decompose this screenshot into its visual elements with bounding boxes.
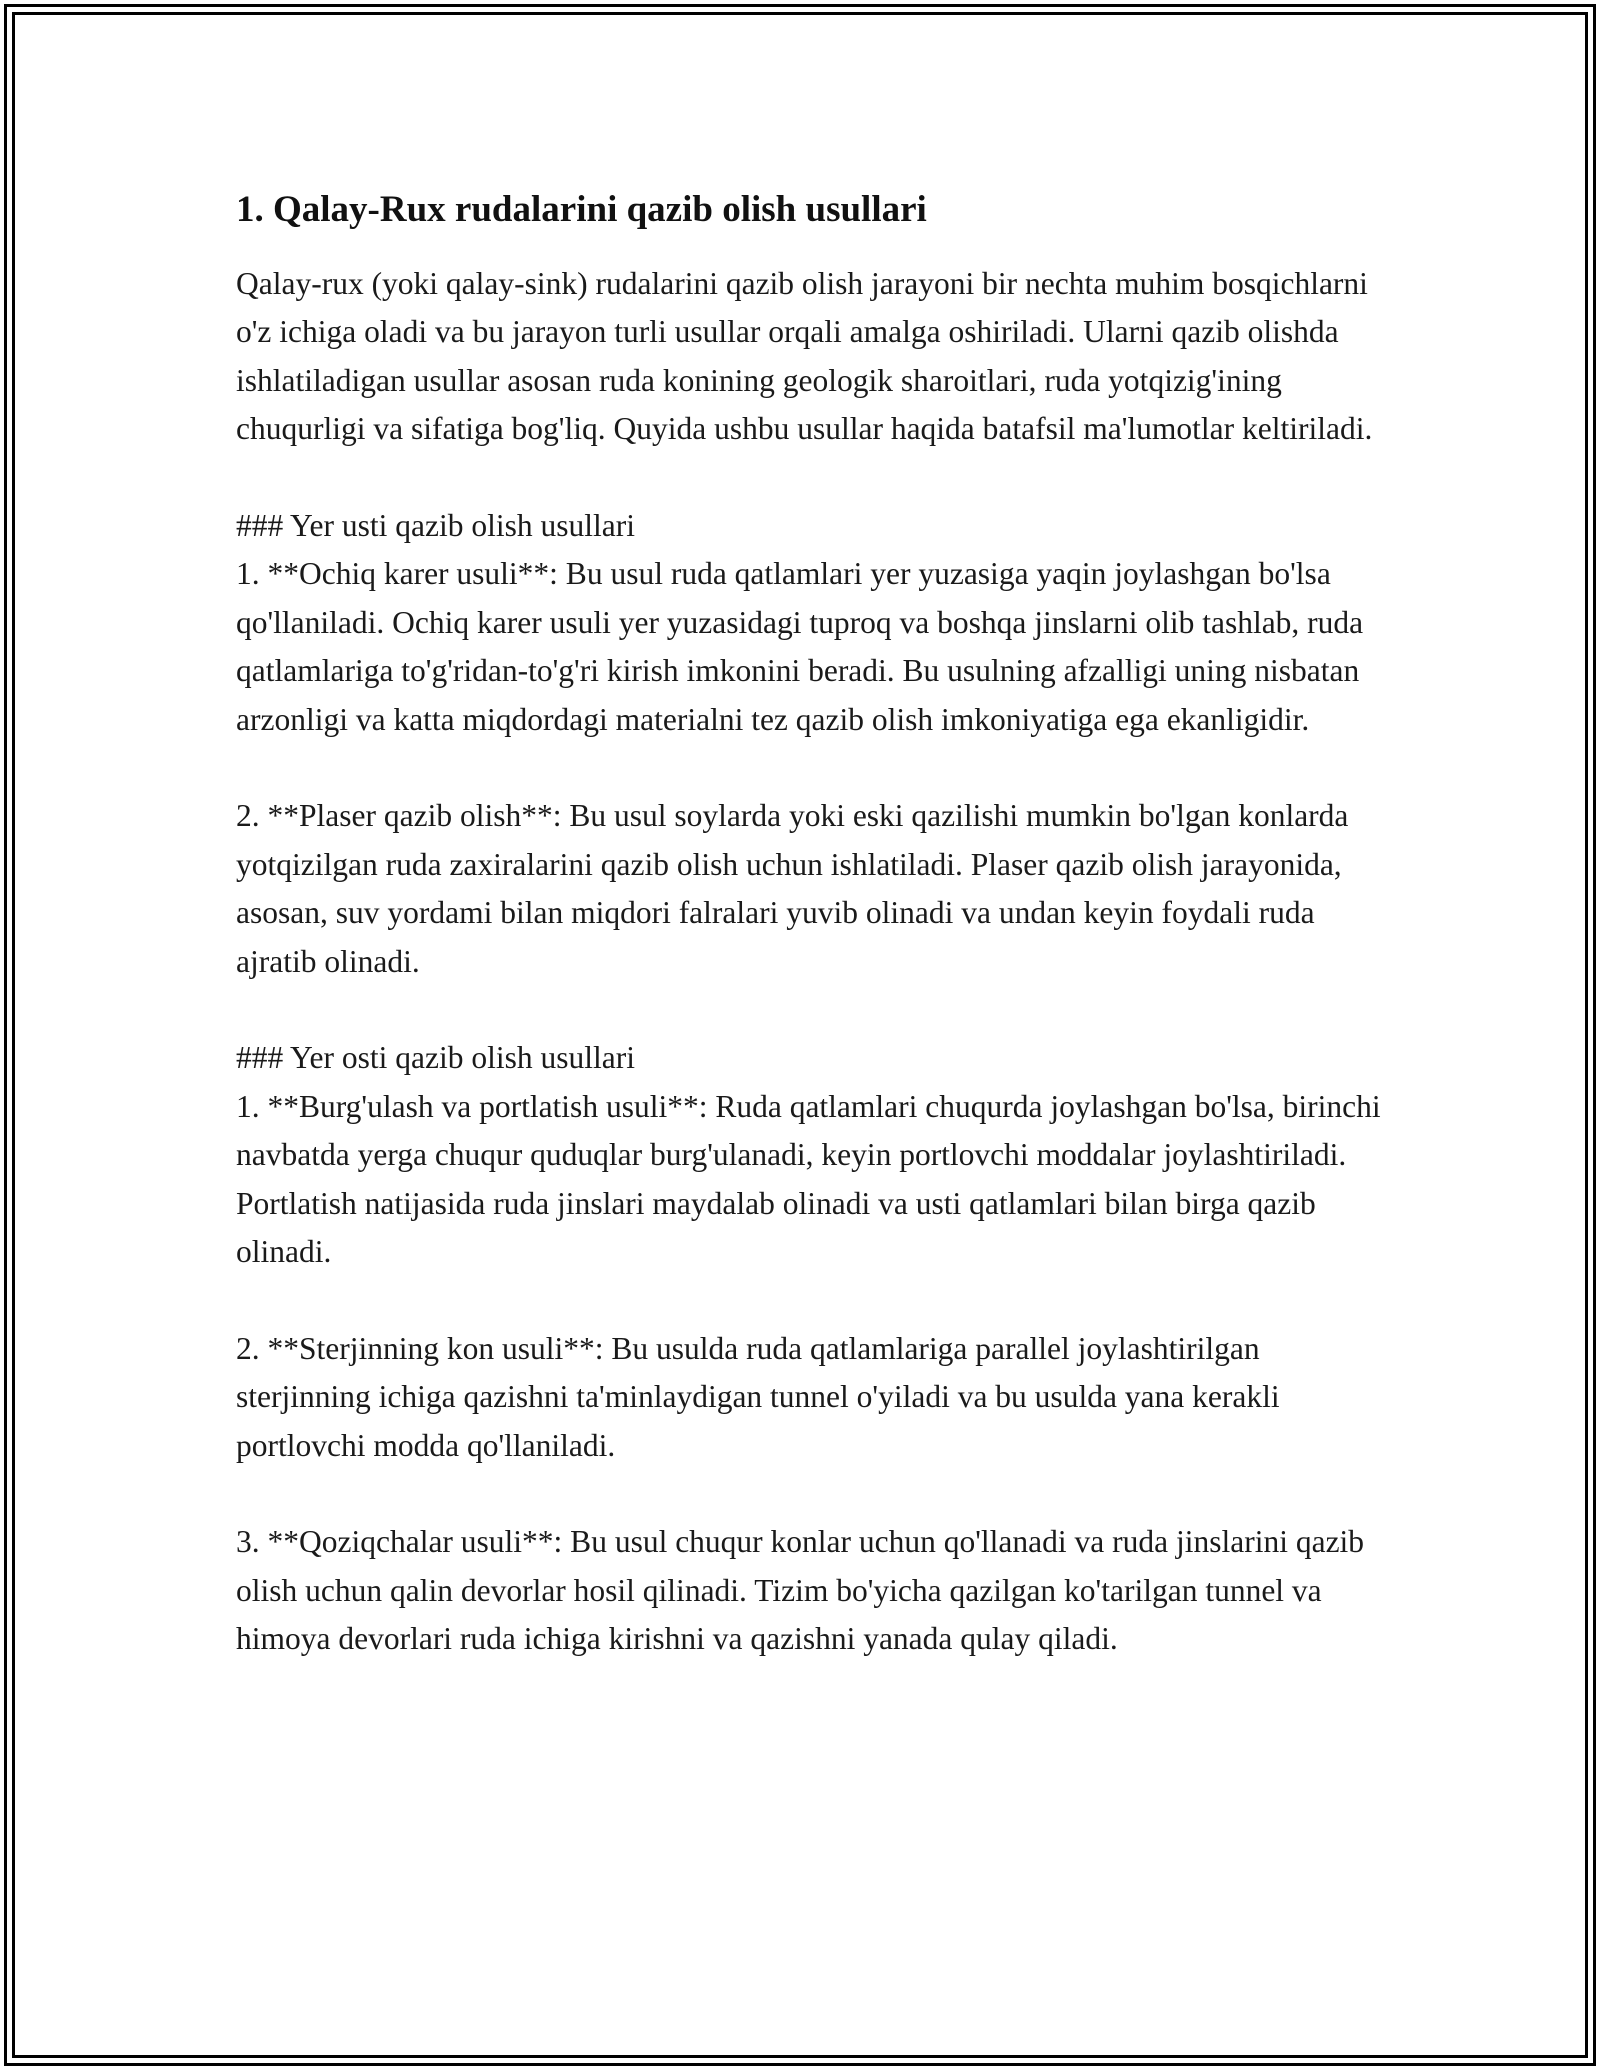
section-heading: ### Yer osti qazib olish usullari (236, 1040, 635, 1076)
list-item: 3. **Qoziqchalar usuli**: Bu usul chuqur konlar uchun qo'llanadi va ruda jinslarini qazib olish uchun qalin devorlar hosil qilinadi. Tizim bo'yicha qazilgan ko'tarilgan tunnel va himoya devorlari ruda ichiga kirishni va qazishni yanada qulay qiladi. (236, 1524, 1365, 1657)
intro-paragraph: Qalay-rux (yoki qalay-sink) rudalarini qazib olish jarayoni bir nechta muhim bosqichlarni o'z ichiga oladi va bu jarayon turli usullar orqali amalga oshiriladi. Ularni qazib olishda ishlatiladigan usullar asosan ruda konining geologik sharoitlari, ruda yotqizig'ining chuqurligi va sifatiga bog'liq. Quyida ushbu usullar haqida batafsil ma'lumotlar keltiriladi. (236, 266, 1373, 447)
list-item: 2. **Sterjinning kon usuli**: Bu usulda ruda qatlamlariga parallel joylashtirilgan sterjinning ichiga qazishni ta'minlaydigan tunnel o'yiladi va bu usulda yana kerakli portlovchi modda qo'llaniladi. (236, 1330, 1280, 1463)
document-title: 1. Qalay-Rux rudalarini qazib olish usullari (236, 189, 927, 230)
section-underground-mining (236, 1034, 1386, 1663)
document-body (236, 186, 1386, 1712)
section-heading: ### Yer usti qazib olish usullari (236, 508, 635, 544)
list-item: 1. **Burg'ulash va portlatish usuli**: Ruda qatlamlari chuqurda joylashgan bo'lsa, birinchi navbatda yerga chuqur quduqlar burg'ulanadi, keyin portlovchi moddalar joylashtiriladi. Portlatish natijasida ruda jinslari maydalab olinadi va usti qatlamlari bilan birga qazib olinadi. (236, 1088, 1381, 1270)
list-item: 2. **Plaser qazib olish**: Bu usul soylarda yoki eski qazilishi mumkin bo'lgan konlarda yotqizilgan ruda zaxiralarini qazib olish uchun ishlatiladi. Plaser qazib olish jarayonida, asosan, suv yordami bilan miqdori falralari yuvib olinadi va undan keyin foydali ruda ajratib olinadi. (236, 798, 1349, 979)
list-item: 1. **Ochiq karer usuli**: Bu usul ruda qatlamlari yer yuzasiga yaqin joylashgan bo'lsa qo'llaniladi. Ochiq karer usuli yer yuzasidagi tuproq va boshqa jinslarni olib tashlab, ruda qatlamlariga to'g'ridan-to'g'ri kirish imkonini beradi. Bu usulning afzalligi uning nisbatan arzonligi va katta miqdordagi materialni tez qazib olish imkoniyatiga ega ekanligidir. (236, 556, 1364, 737)
section-surface-mining (236, 502, 1386, 986)
